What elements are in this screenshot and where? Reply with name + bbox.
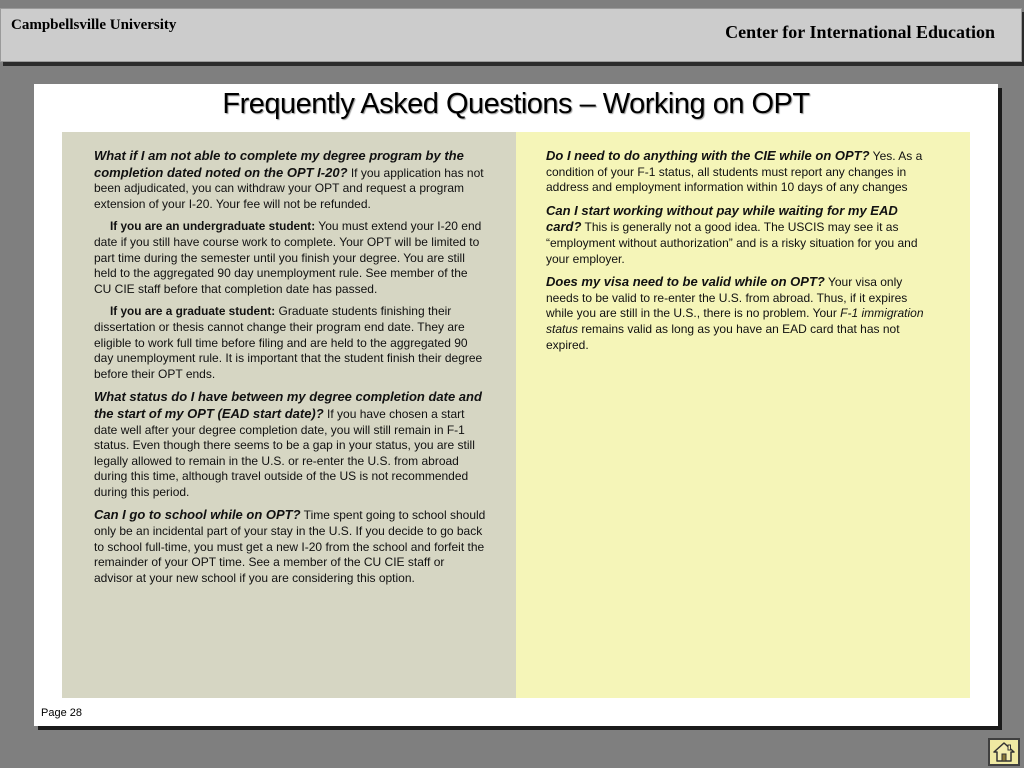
faq-question: What status do I have between my degree completion date and the start of my OPT (EAD start date)? <box>94 389 482 421</box>
faq-item-graduate <box>94 304 486 382</box>
faq-question: Can I go to school while on OPT? <box>94 507 301 523</box>
faq-item-unpaid-work <box>546 203 924 267</box>
faq-question: What if I am not able to complete my degree program by the completion dated noted on the OPT I-20? <box>94 148 464 180</box>
faq-question: Does my visa need to be valid while on OPT? <box>546 274 825 290</box>
faq-answer: If you application has not been adjudicated, you can withdraw your OPT and request a program extension of your I-20. Your fee will not be refunded. <box>94 165 484 211</box>
faq-answer: This is generally not a good idea. The USCIS may see it as “employment without authorization” and is a risky situation for you and your employer. <box>546 220 918 266</box>
faq-answer: You must extend your I-20 end date if you still have course work to complete. Your OPT will be limited to part time during the semester until you finish your degree. You are still held to the aggregated 90 day unemployment rule. See member of the CU CIE staff before that completion date has passed. <box>94 219 482 296</box>
home-icon <box>993 742 1015 762</box>
left-column <box>62 132 516 698</box>
faq-answer: Time spent going to school should only be an incidental part of your stay in the U.S. If you decide to go back to school full-time, you must get a new I-20 from the school and forfeit the remainder of your OPT time. See a member of the CU CIE staff or advisor at your new school if you are considering this option. <box>94 508 486 585</box>
faq-item-degree-completion <box>94 148 486 212</box>
faq-item-school-on-opt <box>94 507 486 586</box>
faq-answer: If you have chosen a start date well after your degree completion date, you will still remain in F-1 status. Even though there seems to be a gap in your status, you are still legally allowed to remain in the U.S. or re-enter the U.S. from abroad during this time, although travel outside of the US is not recommended during this period. <box>94 406 475 499</box>
faq-item-visa-validity <box>546 274 924 353</box>
faq-answer: remains valid as long as you have an EAD card that has not expired. <box>546 321 900 352</box>
header-bar <box>0 8 1022 62</box>
home-button[interactable] <box>988 738 1020 766</box>
faq-answer: Graduate students finishing their dissertation or thesis cannot change their program end date. They are eligible to work full time before filing and are held to the aggregated 90 day unemployment rule. It is important that the student finish their degree before their OPT ends. <box>94 304 483 381</box>
faq-subheading: If you are a graduate student: <box>110 304 276 319</box>
faq-item-status-gap <box>94 389 486 500</box>
university-name: Campbellsville University <box>11 17 177 33</box>
faq-item-cie-reporting <box>546 148 924 196</box>
right-column <box>516 132 970 698</box>
faq-item-undergraduate <box>94 219 486 297</box>
page-number: Page 28 <box>41 707 82 719</box>
faq-question: Can I start working without pay while waiting for my EAD card? <box>546 202 898 235</box>
faq-question: Do I need to do anything with the CIE while on OPT? <box>546 148 870 163</box>
faq-subheading: If you are an undergraduate student: <box>110 219 316 234</box>
faq-answer-emphasis: F-1 immigration status <box>546 306 924 336</box>
slide-panel <box>34 84 998 726</box>
center-name: Center for International Education <box>725 22 995 42</box>
faq-answer: Your visa only needs to be valid to re-enter the U.S. from abroad. Thus, if it expires while you are still in the U.S., there is no problem. Your <box>546 275 908 321</box>
faq-answer: Yes. As a condition of your F-1 status, all students must report any changes in address and employment information within 10 days of any changes <box>546 149 923 195</box>
page-title: Frequently Asked Questions – Working on OPT <box>222 88 810 120</box>
